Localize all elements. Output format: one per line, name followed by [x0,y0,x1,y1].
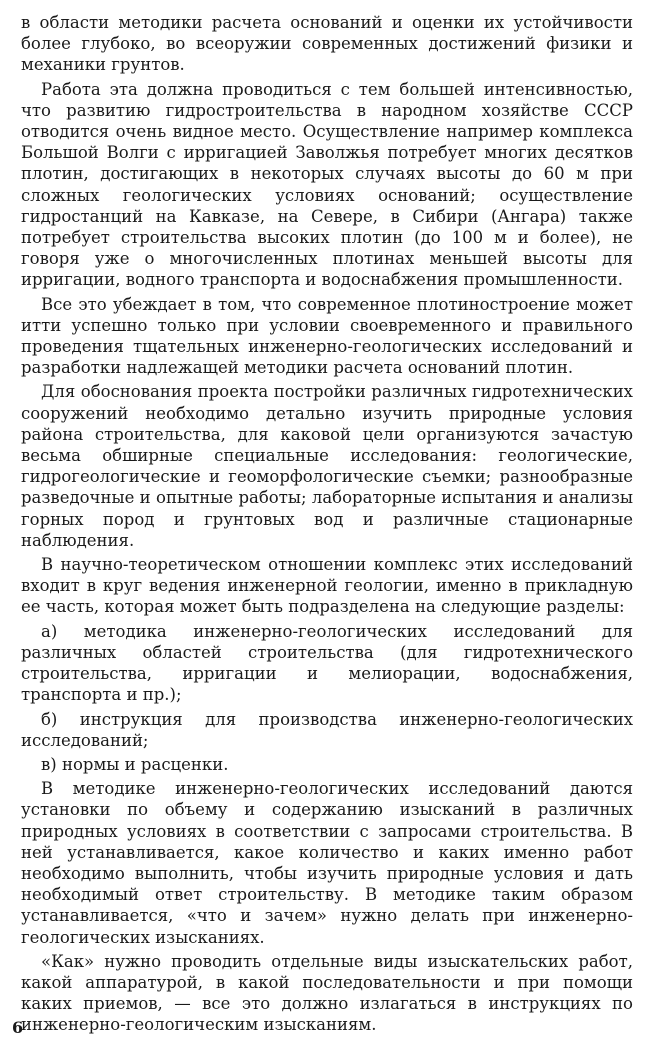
paragraph-5: В научно-теоретическом отношении комплекс этих исследований входит в круг ведения инженерной геологии, именно в прикладную ее часть, которая может быть подразделена на следующие разделы: [21,555,633,617]
paragraph-6: В методике инженерно-геологических исследований даются установки по объему и содержанию изысканий в различных природных условиях в соответствии с запросами строительства. В ней устанавливается, какое количество и каких именно работ необходимо выполнить, чтобы изучить природные условия и дать необходимый ответ строительству. В методике таким образом устанавливается, «что и зачем» нужно делать при инженерно-геологических изысканиях. [21,779,633,947]
paragraph-1: в области методики расчета оснований и оценки их устойчивости более глубоко, во всеоружии современных достижений физики и механики грунтов. [21,13,633,75]
page-number: 6 [12,1018,24,1037]
page-body [21,12,633,1039]
paragraph-4: Для обоснования проекта постройки различных гидротехнических сооружений необходимо детально изучить природные условия района строительства, для каковой цели организуются зачастую весьма обширные специальные исследования: геологические, гидрогеологические и геоморфологические съемки; разнообразные разведочные и опытные работы; лабораторные испытания и анализы горных пород и грунтовых вод и различные стационарные наблюдения. [21,382,633,550]
list-item-c: в) нормы и расценки. [41,754,229,774]
list-item-a: а) методика инженерно-геологических исследований для различных областей строительства (для гидротехнического строительства, ирригации и мелиорации, водоснабжения, транспорта и пр.); [21,621,633,705]
paragraph-2: Работа эта должна проводиться с тем большей интенсивностью, что развитию гидростроительства в народном хозяйстве СССР отводится очень видное место. Осуществление например комплекса Большой Волги с ирригацией Заволжья потребует многих десятков плотин, достигающих в некоторых случаях высоты до 60 м при сложных геологических условиях оснований; осуществление гидростанций на Кавказе, на Севере, в Сибири (Ангара) также потребует строительства высоких плотин (до 100 м и более), не говоря уже о многочисленных плотинах меньшей высоты для ирригации, водного транспорта и водоснабжения промышленности. [21,79,633,290]
paragraph-7: «Как» нужно проводить отдельные виды изыскательских работ, какой аппаратурой, в какой последовательности и при помощи каких приемов, — все это должно излагаться в инструкциях по инженерно-геологическим изысканиям. [21,951,633,1035]
paragraph-3: Все это убеждает в том, что современное плотиностроение может итти успешно только при условии своевременного и правильного проведения тщательных инженерно-геологических исследований и разработки надлежащей методики расчета оснований плотин. [21,294,633,378]
list-item-b: б) инструкция для производства инженерно-геологических исследований; [21,709,633,750]
